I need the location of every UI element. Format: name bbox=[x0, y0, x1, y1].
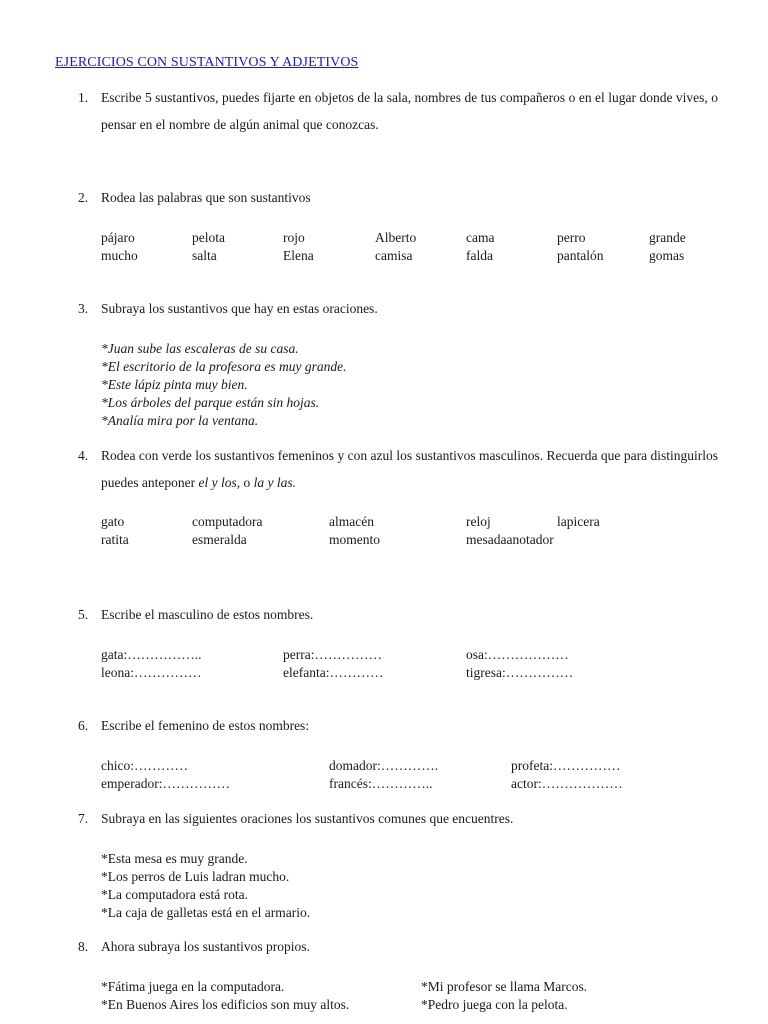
word: cama bbox=[466, 230, 495, 245]
sentence: *Juan sube las escaleras de su casa. bbox=[101, 341, 299, 356]
sentence: *Pedro juega con la pelota. bbox=[421, 997, 568, 1012]
fill-in-item: leona:…………… bbox=[101, 665, 202, 680]
question-text: Subraya en las siguientes oraciones los sustantivos comunes que encuentres. bbox=[101, 811, 514, 826]
word: Alberto bbox=[375, 230, 417, 245]
question-number: 6. bbox=[78, 718, 89, 733]
question-text-part: Rodea con verde los sustantivos femeninos y con azul los sustantivos masculinos. Recuerda que para distinguirlos puedes anteponer bbox=[101, 448, 718, 490]
question-number: 7. bbox=[78, 811, 89, 826]
fill-in-item: francés:………….. bbox=[329, 776, 433, 791]
sentence-list-q3 bbox=[101, 340, 346, 430]
sentence: *La caja de galletas está en el armario. bbox=[101, 905, 311, 920]
question-text-part: o bbox=[240, 475, 254, 490]
question-number: 1. bbox=[78, 90, 89, 105]
word: computadora bbox=[192, 514, 263, 529]
word: reloj bbox=[466, 514, 491, 529]
sentence-list-q8-left bbox=[101, 978, 349, 1014]
question-number: 4. bbox=[78, 448, 89, 463]
question-5 bbox=[78, 601, 718, 628]
word: rojo bbox=[283, 230, 305, 245]
question-8 bbox=[78, 933, 718, 960]
question-3 bbox=[78, 295, 718, 322]
fill-in-item: osa:……………… bbox=[466, 647, 569, 662]
fill-in-item: gata:…………….. bbox=[101, 647, 202, 662]
question-text: Escribe el femenino de estos nombres: bbox=[101, 718, 310, 733]
word: momento bbox=[329, 532, 380, 547]
sentence: *El escritorio de la profesora es muy grande. bbox=[101, 359, 347, 374]
sentence: *La computadora está rota. bbox=[101, 887, 248, 902]
word: camisa bbox=[375, 248, 413, 263]
fill-in-item: tigresa:…………… bbox=[466, 665, 574, 680]
sentence: *Mi profesor se llama Marcos. bbox=[421, 979, 588, 994]
sentence-list-q8-right bbox=[421, 978, 587, 1014]
word: lapicera bbox=[557, 514, 600, 529]
word: gato bbox=[101, 514, 125, 529]
fill-in-item: actor:……………… bbox=[511, 776, 623, 791]
word: mesadaanotador bbox=[466, 532, 554, 547]
question-text: Subraya los sustantivos que hay en estas oraciones. bbox=[101, 301, 378, 316]
word: mucho bbox=[101, 248, 138, 263]
fill-in-item: domador:…………. bbox=[329, 758, 439, 773]
fill-in-item: profeta:…………… bbox=[511, 758, 621, 773]
fill-in-item: emperador:…………… bbox=[101, 776, 230, 791]
sentence: *Analía mira por la ventana. bbox=[101, 413, 259, 428]
question-text: Escribe el masculino de estos nombres. bbox=[101, 607, 314, 622]
word: esmeralda bbox=[192, 532, 247, 547]
question-7 bbox=[78, 805, 718, 832]
word: ratita bbox=[101, 532, 129, 547]
sentence: *Esta mesa es muy grande. bbox=[101, 851, 248, 866]
word: pelota bbox=[192, 230, 225, 245]
sentence: *Los perros de Luis ladran mucho. bbox=[101, 869, 290, 884]
fill-in-item: elefanta:………… bbox=[283, 665, 384, 680]
fill-in-item: chico:………… bbox=[101, 758, 188, 773]
question-2 bbox=[78, 184, 718, 211]
question-number: 5. bbox=[78, 607, 89, 622]
question-4 bbox=[78, 442, 718, 496]
word: falda bbox=[466, 248, 493, 263]
emphasis-text: la y las. bbox=[253, 475, 296, 490]
question-6 bbox=[78, 712, 718, 739]
question-text: Ahora subraya los sustantivos propios. bbox=[101, 939, 310, 954]
word: almacén bbox=[329, 514, 374, 529]
sentence: *Fátima juega en la computadora. bbox=[101, 979, 285, 994]
page-title: EJERCICIOS CON SUSTANTIVOS Y ADJETIVOS bbox=[55, 55, 359, 70]
question-number: 2. bbox=[78, 190, 89, 205]
sentence-list-q7 bbox=[101, 850, 310, 922]
word: pájaro bbox=[101, 230, 135, 245]
word: perro bbox=[557, 230, 586, 245]
sentence: *Este lápiz pinta muy bien. bbox=[101, 377, 248, 392]
sentence: *Los árboles del parque están sin hojas. bbox=[101, 395, 320, 410]
question-number: 3. bbox=[78, 301, 89, 316]
question-text: Rodea las palabras que son sustantivos bbox=[101, 190, 311, 205]
question-number: 8. bbox=[78, 939, 89, 954]
word: grande bbox=[649, 230, 686, 245]
word: salta bbox=[192, 248, 217, 263]
word: pantalón bbox=[557, 248, 604, 263]
word: gomas bbox=[649, 248, 685, 263]
emphasis-text: el y los, bbox=[198, 475, 241, 490]
fill-in-item: perra:…………… bbox=[283, 647, 382, 662]
question-1 bbox=[78, 84, 718, 138]
sentence: *En Buenos Aires los edificios son muy altos. bbox=[101, 997, 350, 1012]
question-text: Escribe 5 sustantivos, puedes fijarte en objetos de la sala, nombres de tus compañeros o en el lugar donde vives, o pensar en el nombre de algún animal que conozcas. bbox=[101, 90, 718, 132]
question-text bbox=[101, 442, 718, 496]
word: Elena bbox=[283, 248, 314, 263]
